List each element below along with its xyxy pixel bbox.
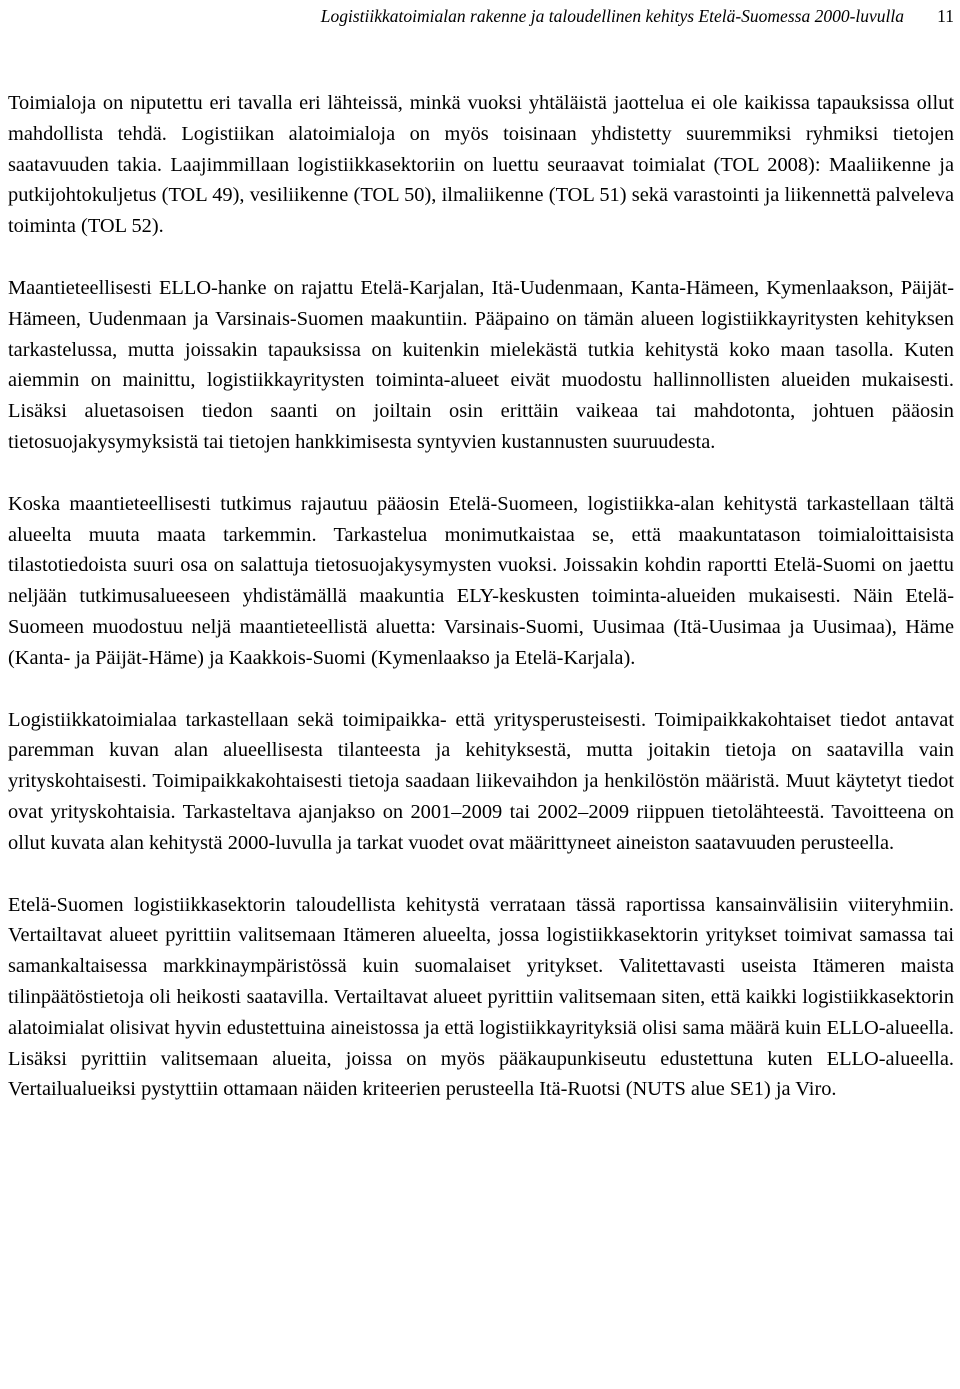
- running-header-title: Logistiikkatoimialan rakenne ja taloudellinen kehitys Etelä-Suomessa 2000-luvulla: [320, 6, 904, 26]
- paragraph-geographic-scope: Maantieteellisesti ELLO-hanke on rajattu Etelä-Karjalan, Itä-Uudenmaan, Kanta-Hämeen, Kymenlaakson, Päijät-Hämeen, Uudenmaan ja Varsinais-Suomen maakuntiin. Pääpaino on tämän alueen logistiikkayritysten kehityksen tarkastelussa, mutta joissakin tapauksissa on kuitenkin mielekästä tutkia kehitystä koko maan tasolla. Kuten aiemmin on mainittu, logistiikkayritysten toiminta-alueet eivät muodostu hallinnollisten alueiden mukaisesti. Lisäksi aluetasoisen tiedon saanti on joiltain osin erittäin vaikeaa tai mahdotonta, johtuen pääosin tietosuojakysymyksistä tai tietojen hankkimisesta syntyvien kustannusten suuruudesta.: [8, 276, 954, 453]
- paragraph-international-comparison: Etelä-Suomen logistiikkasektorin taloudellista kehitystä verrataan tässä raportissa kansainvälisiin viiteryhmiin. Vertailtavat alueet pyrittiin valitsemaan Itämeren alueelta, jossa logistiikkasektorin yritykset toimivat samassa tai samankaltaisessa markkinaympäristössä kuin suomalaiset yritykset. Valitettavasti useista Itämeren maista tilinpäätöstietoja oli heikosti saatavilla. Vertailtavat alueet pyrittiin valitsemaan siten, että kaikki logistiikkasektorin alatoimialat olisivat hyvin edustettuina aineistossa ja että logistiikkayrityksiä olisi sama määrä kuin ELLO-alueella. Lisäksi pyrittiin valitsemaan alueita, joissa on myös pääkaupunkiseutu edustettuna kuten ELLO-alueella. Vertailualueiksi pystyttiin ottamaan näiden kriteerien perusteella Itä-Ruotsi (NUTS alue SE1) ja Viro.: [8, 893, 954, 1101]
- page-number: 11: [937, 6, 954, 26]
- paragraph-data-sources: Logistiikkatoimialaa tarkastellaan sekä toimipaikka- että yritysperusteisesti. Toimipaikkakohtaiset tiedot antavat paremman kuvan alan alueellisesta tilanteesta ja kehityksestä, mutta joitakin tietoja on saatavilla vain yrityskohtaisesti. Toimipaikkakohtaisesti tietoja saadaan liikevaihdon ja henkilöstön määristä. Muut käytetyt tiedot ovat yrityskohtaisia. Tarkasteltava ajanjakso on 2001–2009 tai 2002–2009 riippuen tietolähteestä. Tavoitteena on ollut kuvata alan kehitystä 2000-luvulla ja tarkat vuodet ovat määrittyneet aineiston saatavuuden perusteella.: [8, 708, 954, 854]
- document-body: [8, 88, 954, 1105]
- page-header: [0, 4, 957, 28]
- paragraph-research-areas: Koska maantieteellisesti tutkimus rajautuu pääosin Etelä-Suomeen, logistiikka-alan kehitystä tarkastellaan tältä alueelta muuta maata tarkemmin. Tarkastelua monimutkaistaa se, että maakuntatason toimialoittaisista tilastotiedoista suuri osa on salattuja tietosuojakysymysten vuoksi. Joissakin kohdin raportti Etelä-Suomi on jaettu neljään tutkimusalueeseen yhdistämällä maakuntia ELY-keskusten toiminta-alueiden mukaisesti. Näin Etelä-Suomeen muodostuu neljä maantieteellistä aluetta: Varsinais-Suomi, Uusimaa (Itä-Uusimaa ja Uusimaa), Häme (Kanta- ja Päijät-Häme) ja Kaakkois-Suomi (Kymenlaakso ja Etelä-Karjala).: [8, 492, 954, 669]
- paragraph-industry-classification: Toimialoja on niputettu eri tavalla eri lähteissä, minkä vuoksi yhtäläistä jaottelua ei ole kaikissa tapauksissa ollut mahdollista tehdä. Logistiikan alatoimialoja on myös toisinaan yhdistetty suuremmiksi ryhmiksi tietojen saatavuuden takia. Laajimmillaan logistiikkasektoriin on luettu seuraavat toimialat (TOL 2008): Maaliikenne ja putkijohtokuljetus (TOL 49), vesiliikenne (TOL 50), ilmaliikenne (TOL 51) sekä varastointi ja liikennettä palveleva toiminta (TOL 52).: [8, 92, 954, 238]
